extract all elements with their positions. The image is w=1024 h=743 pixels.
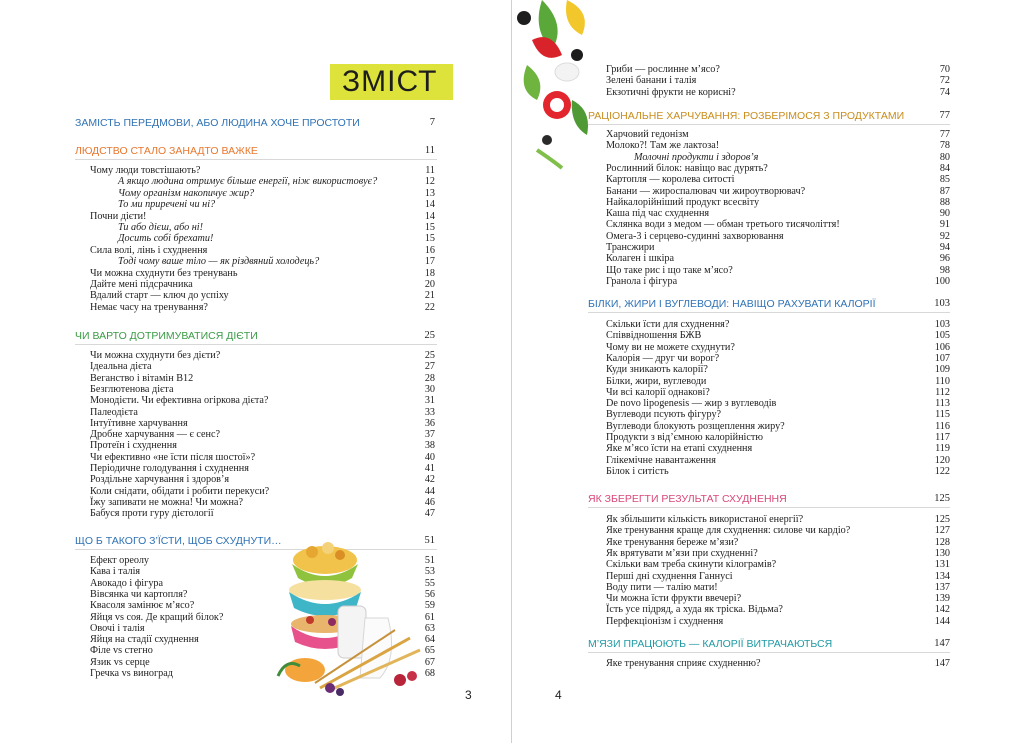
toc-entry[interactable]: Перші дні схуднення Ганнусі	[606, 570, 733, 582]
toc-entry[interactable]: Як врятувати м’язи при схудненні?	[606, 547, 758, 559]
toc-page-number: 130	[934, 547, 950, 559]
toc-entry[interactable]: Немає часу на тренування?	[90, 301, 208, 313]
toc-entry[interactable]: Банани — жироспалювач чи жироутворювач?	[606, 185, 806, 197]
toc-page-number: 27	[424, 361, 435, 373]
section-title[interactable]: ЧИ ВАРТО ДОТРИМУВАТИСЯ ДІЄТИ	[75, 330, 258, 342]
section-title[interactable]: М’ЯЗИ ПРАЦЮЮТЬ — КАЛОРІЇ ВИТРАЧАЮТЬСЯ	[588, 638, 833, 650]
toc-entry[interactable]: Зелені банани і талія	[606, 75, 697, 87]
toc-page-number: 74	[939, 86, 950, 98]
toc-entry[interactable]: Безглютенова дієта	[90, 383, 174, 395]
toc-page-number: 14	[424, 199, 435, 211]
toc-subentry[interactable]: Молочні продукти і здоров’я	[634, 151, 759, 163]
toc-page-number: 127	[934, 525, 950, 537]
toc-page-number: 15	[424, 233, 435, 245]
toc-page-number: 25	[424, 350, 435, 361]
section-divider	[588, 312, 950, 313]
toc-title-box	[330, 64, 453, 100]
toc-page-number: 147	[934, 658, 950, 669]
toc-page-number: 109	[934, 364, 950, 376]
toc-entry[interactable]: Яке м’ясо їсти на етапі схуднення	[606, 443, 753, 455]
toc-entry[interactable]: Харчовий гедонізм	[606, 129, 689, 140]
toc-entry[interactable]: Почни дієти!	[90, 210, 147, 222]
toc-page-number: 72	[939, 75, 950, 87]
toc-page-number: 36	[424, 417, 435, 429]
toc-entry[interactable]: Сила волі, лінь і схуднення	[90, 244, 208, 256]
toc-page-number: 67	[424, 656, 435, 668]
toc-page-number: 17	[424, 256, 435, 268]
breakfast-illustration-icon	[270, 538, 465, 698]
toc-entry[interactable]: Гриби — рослинне м’ясо?	[606, 64, 720, 75]
section-title[interactable]: ЛЮДСТВО СТАЛО ЗАНАДТО ВАЖКЕ	[75, 145, 258, 157]
toc-entry[interactable]: Яйця на стадії схуднення	[90, 634, 199, 646]
section-divider	[75, 344, 437, 345]
toc-entry[interactable]: Дайте мені підсрачника	[90, 279, 193, 290]
toc-page-number: 91	[939, 219, 950, 231]
toc-entry[interactable]: Скільки їсти для схуднення?	[606, 319, 730, 330]
toc-page-number: 107	[934, 352, 950, 364]
toc-entry[interactable]: Глікемічне навантаження	[606, 454, 716, 466]
toc-entry[interactable]: Чому люди товстішають?	[90, 165, 201, 176]
toc-page-number: 131	[934, 559, 950, 571]
toc-page-number: 31	[424, 395, 435, 407]
toc-page-number: 137	[934, 581, 950, 593]
toc-entry[interactable]: Екзотичні фрукти не корисні?	[606, 86, 736, 98]
toc-entry[interactable]: Роздільне харчування і здоров’я	[90, 474, 230, 486]
toc-entry[interactable]: Що таке рис і що таке м’ясо?	[606, 264, 733, 276]
intro-title[interactable]: ЗАМІСТЬ ПЕРЕДМОВИ, АБО ЛЮДИНА ХОЧЕ ПРОСТОТИ	[75, 117, 360, 129]
toc-entry[interactable]: Молоко?! Там же лактоза!	[606, 140, 720, 152]
toc-page-number: 134	[934, 570, 950, 582]
toc-entry[interactable]: Коли снідати, обідати і робити перекуси?	[90, 485, 270, 497]
section-page: 147	[934, 638, 950, 649]
toc-page-number: 68	[424, 668, 435, 679]
toc-page-number: 113	[935, 398, 950, 410]
toc-entry[interactable]: Ідеальна дієта	[90, 361, 152, 373]
section-divider	[75, 159, 437, 160]
toc-page-number: 12	[424, 176, 435, 188]
toc-page-number: 116	[935, 420, 950, 432]
toc-entry[interactable]: Каша під час схуднення	[606, 208, 710, 220]
toc-entry[interactable]: Куди зникають калорії?	[606, 364, 708, 376]
section-title[interactable]: ЯК ЗБЕРЕГТИ РЕЗУЛЬТАТ СХУДНЕННЯ	[588, 493, 787, 505]
toc-entry[interactable]: Найкалорійніший продукт всесвіту	[606, 196, 760, 208]
toc-page-number: 21	[424, 290, 435, 302]
toc-entry[interactable]: Білки, жири, вуглеводи	[606, 375, 707, 387]
section-page: 51	[424, 535, 435, 546]
toc-page-number: 77	[939, 129, 950, 140]
toc-entry[interactable]: Продукти з від’ємною калорійністю	[606, 432, 763, 443]
toc-entry[interactable]: Вдалий старт — ключ до успіху	[90, 290, 229, 302]
toc-page-number: 80	[939, 151, 950, 163]
toc-page-number: 112	[935, 386, 950, 398]
toc-page-number: 40	[424, 451, 435, 463]
toc-page-number: 65	[424, 645, 435, 657]
toc-page-number: 30	[424, 383, 435, 395]
toc-entry[interactable]: Вуглеводи блокують розщеплення жиру?	[606, 420, 785, 432]
toc-entry[interactable]: Протеїн і схуднення	[90, 440, 177, 452]
toc-entry[interactable]: Рослинний білок: навіщо вас дурять?	[606, 162, 768, 174]
toc-page-number: 78	[939, 140, 950, 152]
toc-page-number: 125	[934, 514, 950, 525]
toc-entry[interactable]: Їсть усе підряд, а худа як тріска. Відьма?	[606, 604, 783, 616]
toc-entry[interactable]: Палеодієта	[90, 406, 138, 418]
toc-entry[interactable]: Колаген і шкіра	[606, 253, 675, 265]
page-number: 3	[465, 688, 472, 702]
toc-entry[interactable]: Інтуїтивне харчування	[90, 417, 188, 429]
toc-page-number: 18	[424, 267, 435, 279]
toc-subentry[interactable]: Досить собі брехати!	[118, 233, 214, 245]
section-divider	[588, 124, 950, 125]
toc-page-number: 44	[424, 485, 435, 497]
toc-subentry[interactable]: Ти або дієш, або ні!	[118, 222, 203, 233]
toc-page-number: 41	[424, 463, 435, 474]
toc-page-number: 28	[424, 372, 435, 384]
toc-page-number: 100	[934, 275, 950, 287]
toc-entry[interactable]: Чи ефективно «не їсти після шостої»?	[90, 451, 256, 463]
toc-page-number: 85	[939, 174, 950, 186]
section-title[interactable]: ЩО Б ТАКОГО З’ЇСТИ, ЩОБ СХУДНУТИ…	[75, 535, 282, 547]
toc-entry[interactable]: Яке тренування береже м’язи?	[606, 536, 739, 548]
section-page: 125	[934, 493, 950, 504]
toc-entry[interactable]: Ефект ореолу	[90, 555, 150, 566]
toc-entry[interactable]: Їжу запивати не можна! Чи можна?	[90, 496, 243, 508]
toc-page-number: 103	[934, 319, 950, 330]
toc-page-number: 84	[939, 162, 950, 174]
toc-page-number: 46	[424, 496, 435, 508]
toc-page-number: 110	[935, 375, 950, 387]
intro-page: 7	[429, 117, 435, 128]
toc-entry[interactable]: Філе vs стегно	[90, 645, 153, 657]
toc-entry[interactable]: Омега-3 і серцево-судинні захворювання	[606, 230, 784, 242]
toc-entry[interactable]: Співвідношення БЖВ	[606, 330, 702, 342]
toc-page-number: 142	[934, 604, 950, 616]
toc-page-number: 42	[424, 474, 435, 486]
toc-page-number: 20	[424, 279, 435, 290]
toc-page-number: 115	[935, 409, 950, 421]
toc-entry[interactable]: Яке тренування сприяє схудненню?	[606, 658, 761, 669]
toc-page-number: 144	[934, 615, 950, 627]
toc-page-number: 16	[424, 244, 435, 256]
toc-page-number: 70	[939, 64, 950, 75]
toc-page-number: 63	[424, 622, 435, 634]
toc-page-number: 92	[939, 230, 950, 242]
section-page: 103	[934, 298, 950, 309]
toc-entry[interactable]: Яйця vs соя. Де кращий білок?	[90, 611, 224, 623]
toc-page-number: 22	[424, 301, 435, 313]
section-divider	[588, 507, 950, 508]
toc-entry[interactable]: Авокадо і фігура	[90, 577, 164, 589]
toc-title: ЗМІСТ	[342, 65, 438, 98]
right-page	[512, 0, 1024, 743]
toc-page-number: 15	[424, 222, 435, 233]
toc-page-number: 96	[939, 253, 950, 265]
toc-page-number: 119	[935, 443, 950, 455]
toc-entry[interactable]: Язик vs серце	[90, 656, 150, 668]
toc-page-number: 128	[934, 536, 950, 548]
toc-page-number: 11	[425, 165, 435, 176]
toc-page-number: 94	[939, 242, 950, 253]
toc-entry[interactable]: Калорія — друг чи ворог?	[606, 352, 720, 364]
toc-page-number: 105	[934, 330, 950, 342]
toc-page-number: 117	[935, 432, 950, 443]
toc-page-number: 53	[424, 566, 435, 578]
toc-entry[interactable]: Періодичне голодування і схуднення	[90, 463, 249, 474]
toc-page-number: 13	[424, 187, 435, 199]
toc-entry[interactable]: Воду пити — талію мати!	[606, 581, 718, 593]
section-page: 11	[424, 145, 435, 156]
toc-page-number: 14	[424, 210, 435, 222]
toc-entry[interactable]: Трансжири	[606, 242, 655, 253]
toc-entry[interactable]: Квасоля замінює м’ясо?	[90, 600, 195, 612]
toc-entry[interactable]: Вуглеводи псують фігуру?	[606, 409, 722, 421]
toc-entry[interactable]: Картопля — королева ситості	[606, 174, 735, 186]
toc-page-number: 37	[424, 429, 435, 441]
vegetables-illustration-icon	[512, 0, 607, 170]
toc-subentry[interactable]: Чому організм накопичує жир?	[118, 187, 255, 199]
toc-page-number: 38	[424, 440, 435, 452]
toc-entry[interactable]: Скільки вам треба скинути кілограмів?	[606, 559, 777, 571]
toc-page-number: 56	[424, 588, 435, 600]
toc-entry[interactable]: Чи можна їсти фрукти ввечері?	[606, 593, 742, 605]
toc-page-number: 90	[939, 208, 950, 220]
toc-subentry[interactable]: Тоді чому ваше тіло — як різдвяний холодець?	[118, 256, 320, 268]
toc-page-number: 33	[424, 406, 435, 418]
toc-entry[interactable]: Яке тренування краще для схуднення: силове чи кардіо?	[606, 525, 851, 537]
toc-entry[interactable]: Чому ви не можете схуднути?	[606, 341, 735, 353]
toc-page-number: 51	[424, 555, 435, 566]
toc-entry[interactable]: Гранола і фігура	[606, 275, 678, 287]
toc-page-number: 87	[939, 185, 950, 197]
section-page: 77	[939, 110, 950, 121]
toc-page-number: 106	[934, 341, 950, 353]
toc-page-number: 122	[934, 465, 950, 477]
toc-entry[interactable]: Чи всі калорії однакові?	[606, 386, 710, 398]
toc-page-number: 64	[424, 634, 435, 646]
toc-entry[interactable]: Білок і ситість	[606, 465, 669, 477]
toc-entry[interactable]: Чи можна схуднути без тренувань	[90, 267, 238, 279]
toc-page-number: 98	[939, 264, 950, 276]
toc-entry[interactable]: Гречка vs виноград	[90, 668, 173, 679]
toc-entry[interactable]: Вівсянка чи картопля?	[90, 588, 188, 600]
section-page: 25	[424, 330, 435, 341]
section-title[interactable]: БІЛКИ, ЖИРИ І ВУГЛЕВОДИ: НАВІЩО РАХУВАТИ КАЛОРІЇ	[588, 298, 876, 310]
toc-subentry[interactable]: То ми приречені чи ні?	[118, 199, 216, 211]
toc-page-number: 59	[424, 600, 435, 612]
section-divider	[588, 652, 950, 653]
toc-subentry[interactable]: А якщо людина отримує більше енергії, ніж використовує?	[118, 176, 378, 188]
toc-entry[interactable]: De novo lipogenesis — жир з вуглеводів	[606, 398, 777, 410]
toc-page-number: 47	[424, 508, 435, 520]
toc-entry[interactable]: Веганство і вітамін B12	[90, 372, 194, 384]
toc-entry[interactable]: Як збільшити кількість використаної енергії?	[606, 514, 804, 525]
toc-entry[interactable]: Монодієти. Чи ефективна огіркова дієта?	[90, 395, 269, 407]
left-page	[0, 0, 511, 743]
toc-entry[interactable]: Чи можна схуднути без дієти?	[90, 350, 221, 361]
toc-entry[interactable]: Перфекціонізм і схуднення	[606, 615, 724, 627]
page-number: 4	[555, 688, 562, 702]
toc-page-number: 55	[424, 577, 435, 589]
section-title[interactable]: РАЦІОНАЛЬНЕ ХАРЧУВАННЯ: РОЗБЕРІМОСЯ З ПРОДУКТАМИ	[588, 110, 905, 122]
toc-page-number: 120	[934, 454, 950, 466]
toc-page-number: 139	[934, 593, 950, 605]
toc-entry[interactable]: Склянка води з медом — обман третього тисячоліття!	[606, 219, 840, 231]
toc-page-number: 88	[939, 196, 950, 208]
toc-entry[interactable]: Овочі і талія	[90, 622, 145, 634]
toc-entry[interactable]: Кава і талія	[90, 566, 141, 578]
toc-entry[interactable]: Дробне харчування — є сенс?	[90, 429, 221, 441]
toc-page-number: 61	[424, 611, 435, 623]
toc-entry[interactable]: Бабуся проти гуру дієтології	[90, 508, 214, 520]
